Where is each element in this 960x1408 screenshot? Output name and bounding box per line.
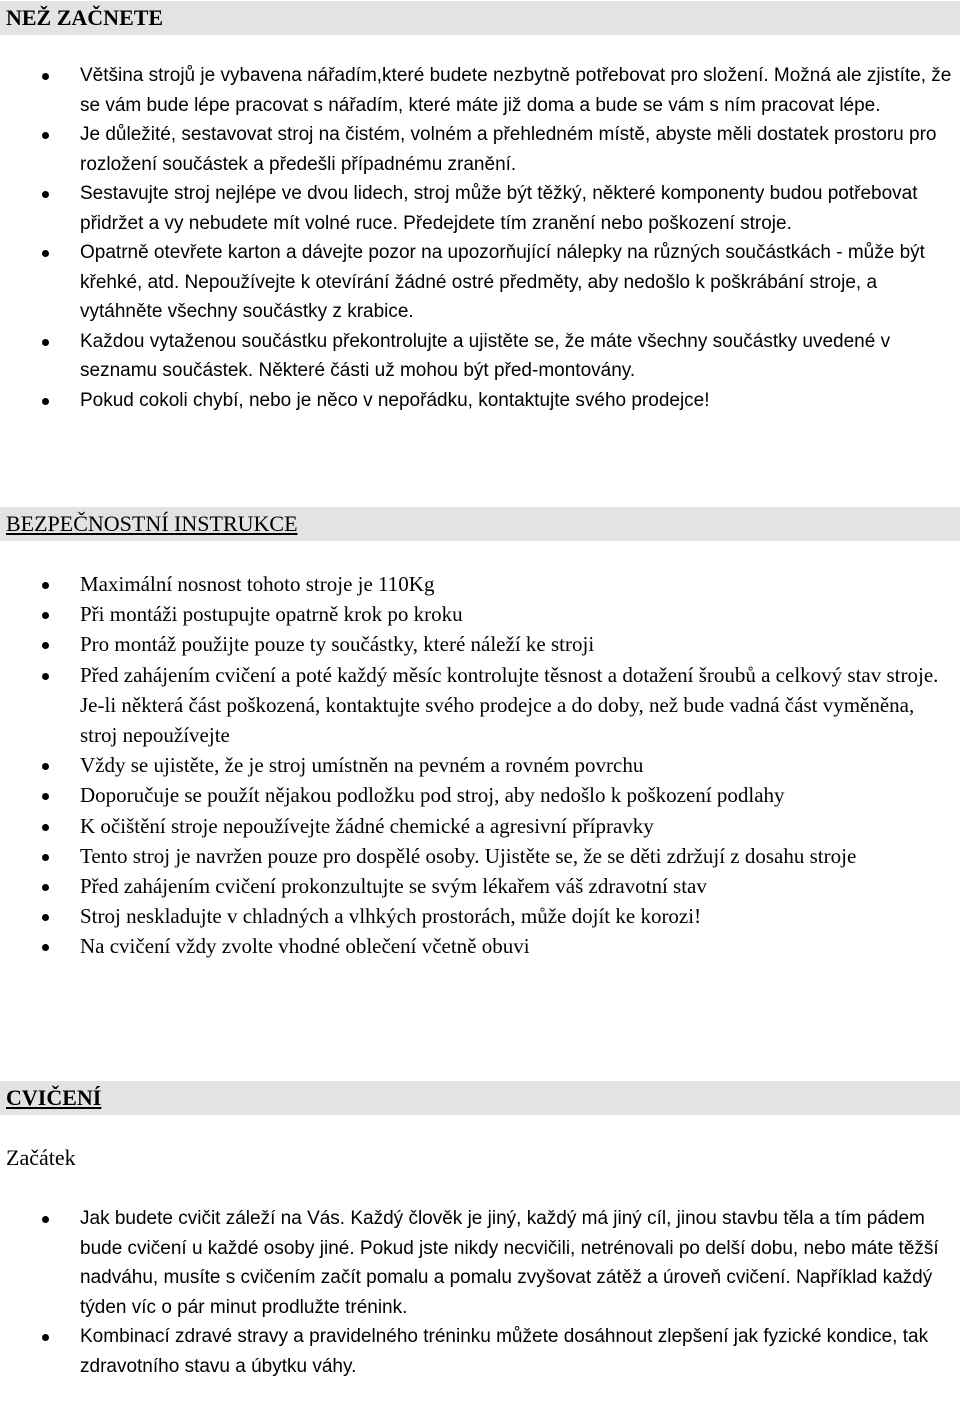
section-title: NEŽ ZAČNETE (6, 5, 164, 30)
list-item: Jak budete cvičit záleží na Vás. Každý člověk je jiný, každý má jiný cíl, jinou stavbu těla a tím pádem bude cvičení u každé osoby jiné. Pokud jste nikdy necvičili, netrénovali po delší dobu, nebo máte těžší nadváhu, musíte s cvičením začít pomalu a pomalu zvyšovat zátěž a úroveň cvičení. Například každý týden víc o pár minut prodlužte trénink. (0, 1204, 960, 1322)
section-subtitle: Začátek (6, 1145, 76, 1170)
list-item: Kombinací zdravé stravy a pravidelného tréninku můžete dosáhnout zlepšení jak fyzické kondice, tak zdravotního stavu a úbytku váhy. (0, 1322, 960, 1381)
list-item: Před zahájením cvičení a poté každý měsíc kontrolujte těsnost a dotažení šroubů a celkový stav stroje. Je-li některá část poškozená, kontaktujte svého prodejce a do doby, než bude vadná část vyměněna, stroj nepoužívejte (0, 660, 960, 751)
section-heading-pred-zacatkem (0, 1, 960, 35)
section-title: BEZPEČNOSTNÍ INSTRUKCE (6, 511, 298, 536)
list-item: K očištění stroje nepoužívejte žádné chemické a agresivní přípravky (0, 811, 960, 841)
list-item: Při montáži postupujte opatrně krok po kroku (0, 599, 960, 629)
list-item: Je důležité, sestavovat stroj na čistém, volném a přehledném místě, abyste měli dostatek prostoru pro rozložení součástek a předešli případnému zranění. (0, 120, 960, 179)
list-item: Vždy se ujistěte, že je stroj umístněn na pevném a rovném povrchu (0, 750, 960, 780)
list-item: Stroj neskladujte v chladných a vlhkých prostorách, může dojít ke korozi! (0, 901, 960, 931)
list-item: Pokud cokoli chybí, nebo je něco v nepořádku, kontaktujte svého prodejce! (0, 386, 960, 416)
list-item: Před zahájením cvičení prokonzultujte se svým lékařem váš zdravotní stav (0, 871, 960, 901)
section-title: CVIČENÍ (6, 1085, 102, 1110)
list-item: Většina strojů je vybavena nářadím,které budete nezbytně potřebovat pro složení. Možná ale zjistíte, že se vám bude lépe pracovat s nářadím, které máte již doma a bude se vám s ním pracovat lépe. (0, 61, 960, 120)
list-item: Maximální nosnost tohoto stroje je 110Kg (0, 569, 960, 599)
list-item: Pro montáž použijte pouze ty součástky, které náleží ke stroji (0, 629, 960, 659)
section-heading-bezpecnost (0, 507, 960, 541)
list-item: Doporučuje se použít nějakou podložku pod stroj, aby nedošlo k poškození podlahy (0, 780, 960, 810)
list-item: Na cvičení vždy zvolte vhodné oblečení včetně obuvi (0, 931, 960, 961)
list-item: Každou vytaženou součástku překontrolujte a ujistěte se, že máte všechny součástky uvedené v seznamu součástek. Některé části už mohou být před-montovány. (0, 327, 960, 386)
list-item: Opatrně otevřete karton a dávejte pozor na upozorňující nálepky na různých součástkách - může být křehké, atd. Nepoužívejte k otevírání žádné ostré předměty, aby nedošlo k poškrábání stroje, a vytáhněte všechny součástky z krabice. (0, 238, 960, 327)
section-heading-cviceni (0, 1081, 960, 1115)
safety-list (0, 569, 960, 962)
exercise-list (0, 1204, 960, 1381)
list-item: Tento stroj je navržen pouze pro dospělé osoby. Ujistěte se, že se děti zdržují z dosahu stroje (0, 841, 960, 871)
list-item: Sestavujte stroj nejlépe ve dvou lidech, stroj může být těžký, některé komponenty budou potřebovat přidržet a vy nebudete mít volné ruce. Předejdete tím zranění nebo poškození stroje. (0, 179, 960, 238)
before-start-list (0, 61, 960, 415)
